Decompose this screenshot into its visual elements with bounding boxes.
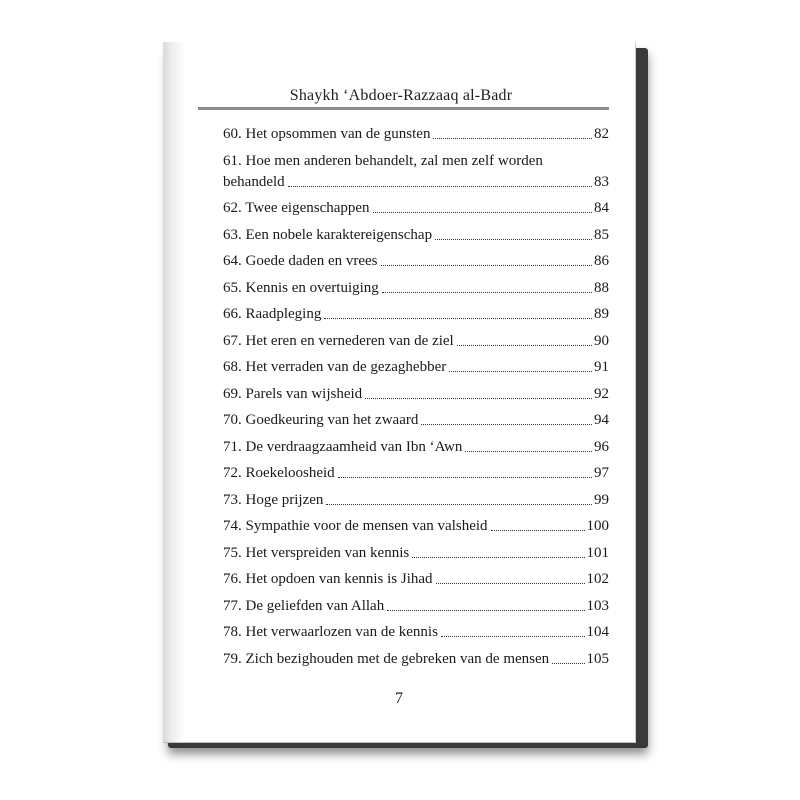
dot-leader (381, 265, 592, 266)
toc-entry-page: 94 (594, 412, 609, 428)
toc-entry-page: 88 (594, 279, 609, 296)
toc-entry (223, 411, 609, 429)
toc-entry-title: 69. Parels van wijsheid (223, 385, 363, 402)
toc-entry-title: 60. Het opsommen van de gunsten (223, 126, 431, 142)
toc-entry-page: 105 (586, 650, 609, 667)
dot-leader (382, 292, 592, 293)
toc-entry-page: 90 (594, 332, 609, 349)
header-rule (198, 107, 609, 110)
toc-entry-page: 83 (594, 173, 609, 190)
dot-leader (324, 318, 592, 319)
toc-entry-title: 68. Het verraden van de gezaghebber (223, 359, 447, 375)
toc-entry (223, 332, 609, 350)
toc-entry-title-continued: behandeld (223, 173, 285, 190)
toc-entry-title: 64. Goede daden en vrees (223, 253, 378, 269)
toc-entry (223, 491, 609, 509)
toc-entry (223, 358, 609, 376)
dot-leader (552, 663, 584, 664)
toc-entry (223, 464, 609, 482)
toc-entry-page: 97 (594, 465, 609, 481)
dot-leader (457, 345, 592, 346)
dot-leader (465, 451, 592, 452)
toc-entry-page: 84 (594, 200, 609, 216)
toc-entry (223, 125, 609, 143)
toc-entry (223, 544, 609, 562)
dot-leader (373, 212, 592, 213)
toc-entry-page: 85 (594, 226, 609, 243)
toc-entry-page: 99 (594, 491, 609, 508)
running-head: Shaykh ‘Abdoer-Razzaaq al-Badr (289, 87, 513, 104)
toc-entry (223, 385, 609, 403)
toc-entry-page: 101 (586, 544, 609, 561)
toc-entry-title: 63. Een nobele karaktereigenschap (223, 226, 433, 243)
toc-entry-title: 73. Hoge prijzen (223, 491, 324, 508)
toc-entry (223, 252, 609, 270)
toc-entry-page: 104 (586, 624, 609, 640)
toc-entry-page: 102 (586, 571, 609, 587)
book-page (163, 42, 636, 743)
dot-leader (441, 636, 585, 637)
toc-entry-title: 79. Zich bezighouden met de gebreken van de mensen (223, 650, 550, 667)
toc-entry-title: 71. De verdraagzaamheid van Ibn ‘Awn (223, 438, 463, 455)
dot-leader (435, 239, 592, 240)
toc-entry-title: 70. Goedkeuring van het zwaard (223, 412, 419, 428)
toc-entry (223, 226, 609, 244)
toc-entry-title: 72. Roekeloosheid (223, 465, 335, 481)
dot-leader (433, 138, 592, 139)
toc-entry (223, 597, 609, 615)
toc-entry-page: 86 (594, 253, 609, 269)
toc-entry-page: 100 (586, 518, 609, 534)
toc-entry-page: 89 (594, 306, 609, 322)
toc-entry (223, 650, 609, 668)
dot-leader (387, 610, 584, 611)
toc-entry-title: 74. Sympathie voor de mensen van valsheid (223, 518, 488, 534)
page-number: 7 (395, 690, 403, 707)
toc-entry-page: 91 (594, 359, 609, 375)
toc-entry (223, 279, 609, 297)
toc-entry (223, 152, 609, 191)
toc-entry-page: 103 (586, 597, 609, 614)
toc-entry (223, 438, 609, 456)
dot-leader (436, 583, 585, 584)
dot-leader (288, 186, 592, 187)
toc-entry-title: 61. Hoe men anderen behandelt, zal men zelf worden (223, 152, 543, 169)
table-of-contents (223, 125, 609, 676)
toc-entry-title: 78. Het verwaarlozen van de kennis (223, 624, 438, 640)
toc-entry (223, 623, 609, 641)
toc-entry (223, 199, 609, 217)
toc-entry-title: 66. Raadpleging (223, 306, 322, 322)
toc-entry-page: 92 (594, 385, 609, 402)
toc-entry (223, 305, 609, 323)
toc-entry-title: 75. Het verspreiden van kennis (223, 544, 410, 561)
toc-entry-title: 62. Twee eigenschappen (223, 200, 370, 216)
dot-leader (412, 557, 584, 558)
dot-leader (326, 504, 592, 505)
toc-entry-title: 67. Het eren en vernederen van de ziel (223, 332, 454, 349)
spine-shadow (163, 42, 185, 742)
toc-entry-title: 65. Kennis en overtuiging (223, 279, 379, 296)
dot-leader (338, 477, 592, 478)
dot-leader (449, 371, 592, 372)
toc-entry (223, 570, 609, 588)
toc-entry (223, 517, 609, 535)
toc-entry-title: 76. Het opdoen van kennis is Jihad (223, 571, 433, 587)
dot-leader (421, 424, 592, 425)
toc-entry-page: 96 (594, 438, 609, 455)
dot-leader (491, 530, 585, 531)
dot-leader (365, 398, 592, 399)
toc-entry-title: 77. De geliefden van Allah (223, 597, 385, 614)
toc-entry-page: 82 (594, 126, 609, 142)
